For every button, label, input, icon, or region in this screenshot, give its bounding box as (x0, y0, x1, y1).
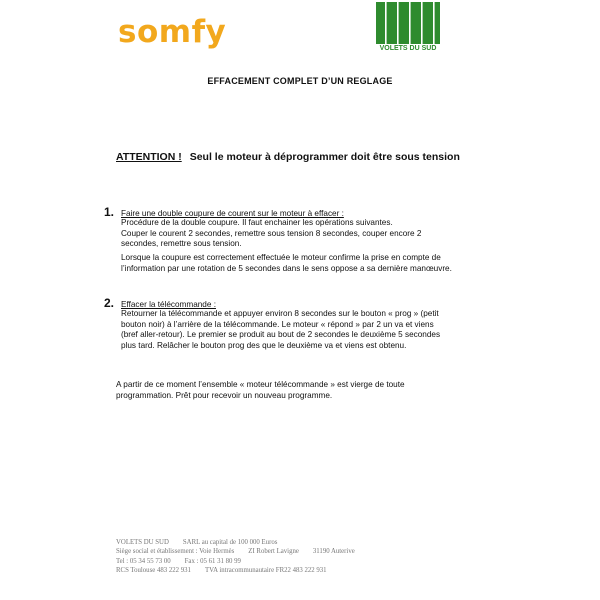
step-1-paragraph-2 (121, 253, 481, 274)
step-2-number: 2. (104, 296, 115, 310)
text-line: programmation. Prêt pour recevoir un nouveau programme. (116, 390, 333, 400)
attention-notice (116, 151, 460, 163)
footer-capital: SARL au capital de 100 000 Euros (182, 539, 278, 546)
step-1-paragraph-1 (121, 218, 481, 250)
text-line: plus tard. Relâcher le bouton prog des que le deuxième va et viens est obtenu. (121, 340, 407, 350)
footer-city: 31190 Auterive (312, 548, 355, 556)
footer-row (116, 557, 355, 566)
text-line: bouton noir) à l’arrière de la télécommande. Le moteur « répond » par 2 un va et viens (121, 319, 434, 329)
green-shutter-icon (376, 2, 440, 44)
volets-du-sud-logo-text: VOLETS DU SUD (379, 45, 437, 52)
final-paragraph (116, 380, 446, 401)
footer-row (116, 538, 355, 547)
step-1-number: 1. (104, 205, 115, 219)
text-line: Lorsque la coupure est correctement effectuée le moteur confirme la prise en compte de (121, 253, 441, 262)
text-line: l’information par une rotation de 5 secondes dans le sens oppose a sa dernière manœuvre. (121, 263, 452, 273)
footer-rcs: RCS Toulouse 483 222 931 (116, 567, 191, 575)
footer-fax: Fax : 05 61 31 80 99 (184, 557, 241, 565)
text-line: Couper le courent 2 secondes, remettre sous tension 8 secondes, couper encore 2 (121, 228, 422, 238)
somfy-logo: somfy (118, 14, 227, 50)
footer-phone: Tel : 05 34 55 73 00 (116, 557, 171, 565)
text-line: (bref aller-retour). Le premier se produit au bout de 2 secondes le deuxième 5 secondes (121, 330, 441, 340)
footer-address: Siège social et établissement : Voie Hermès (116, 548, 235, 556)
footer-row (116, 566, 355, 575)
footer-zone: ZI Robert Lavigne (248, 548, 299, 556)
footer-row (116, 547, 355, 556)
volets-du-sud-logo (376, 2, 440, 56)
attention-label: ATTENTION ! (116, 151, 182, 163)
footer-company-name: VOLETS DU SUD (116, 539, 169, 546)
text-line: Procédure de la double coupure. Il faut enchainer les opérations suivantes. (121, 218, 393, 227)
text-line: secondes, remettre sous tension. (121, 239, 242, 249)
company-footer (116, 538, 355, 576)
step-2-paragraph-1 (121, 309, 481, 351)
document-title: EFFACEMENT COMPLET D’UN REGLAGE (207, 76, 393, 86)
attention-message: Seul le moteur à déprogrammer doit être sous tension (189, 151, 460, 163)
step-2-title: Effacer la télécommande : (121, 300, 216, 309)
text-line: A partir de ce moment l’ensemble « moteur télécommande » est vierge de toute (116, 380, 405, 389)
step-1-title: Faire une double coupure de courent sur le moteur à effacer : (121, 209, 344, 218)
text-line: Retourner la télécommande et appuyer environ 8 secondes sur le bouton « prog » (petit (121, 309, 439, 318)
footer-vat: TVA intracommunautaire FR22 483 222 931 (204, 567, 327, 575)
